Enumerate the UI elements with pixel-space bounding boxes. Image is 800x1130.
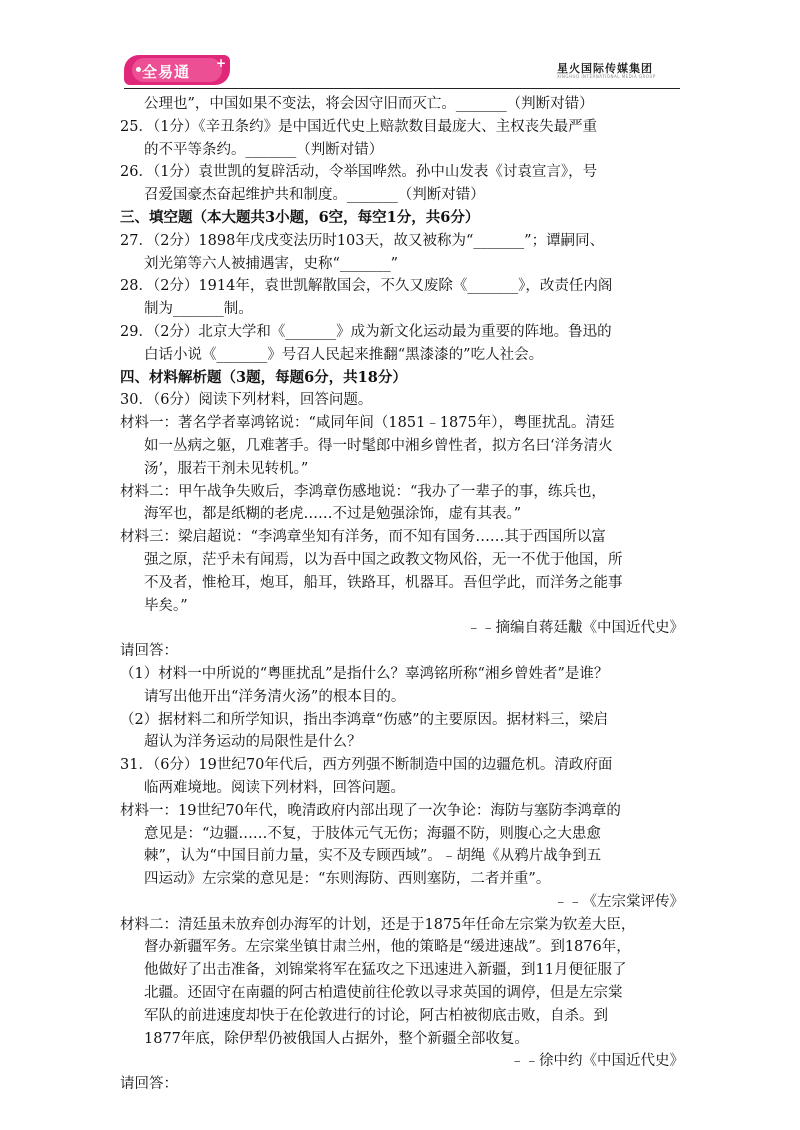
text-line: 军队的前进速度却快于在伦敦进行的讨论，阿古柏被彻底击败，自杀。到: [144, 1007, 608, 1024]
text-line: 他做好了出击准备，刘锦棠将军在猛攻之下迅速进入新疆，到11月便征服了: [144, 962, 627, 979]
text-line: 31．（6分）19世纪70年代后，西方列强不断制造中国的边疆危机。清政府面: [120, 757, 613, 774]
text-line: 临两难境地。阅读下列材料，回答问题。: [144, 779, 405, 796]
page-header: [0, 0, 800, 95]
logo-dot-icon: [136, 67, 141, 72]
publisher-name: 星火国际传媒集团: [557, 62, 653, 75]
logo-plus-icon: +: [216, 56, 227, 70]
text-line: 的不平等条约。_______（判断对错）: [144, 141, 384, 158]
text-line: 材料一：著名学者辜鸿铭说：“咸同年间（1851﹣1875年），粤匪扰乱。清廷: [120, 415, 615, 432]
text-line: 四运动》左宗棠的意见是：“东则海防、西则塞防，二者并重”。: [144, 871, 551, 888]
text-line: 材料二：甲午战争失败后，李鸿章伤感地说：“我办了一辈子的事，练兵也，: [120, 483, 606, 500]
header-divider: [124, 88, 680, 89]
text-line: 30．（6分）阅读下列材料，回答问题。: [120, 392, 373, 409]
publisher-subtitle: XINGHUO INTERNATIONAL MEDIA GROUP: [557, 74, 656, 79]
text-line: （1）材料一中所说的“粤匪扰乱”是指什么？辜鸿铭所称“湘乡曾姓者”是谁？: [120, 665, 609, 682]
text-line: 意见是：“边疆……不复，于肢体元气无伤；海疆不防，则腹心之大患愈: [144, 825, 601, 842]
text-line: 汤’，服若干剂未见转机。”: [144, 460, 309, 477]
text-line: 强之原，茫乎未有闻焉，以为吾中国之政教文物风俗，无一不优于他国，所: [144, 551, 623, 568]
text-line: ﹣﹣《左宗棠评传》: [553, 893, 684, 910]
text-line: 26．（1分）袁世凯的复辟活动，令举国哗然。孙中山发表《讨袁宣言》，号: [120, 164, 598, 181]
text-line: 北疆。还固守在南疆的阿古柏遣使前往伦敦以寻求英国的调停，但是左宗棠: [144, 985, 623, 1002]
text-line: 制为_______制。: [144, 301, 253, 318]
text-line: 1877年底，除伊犁仍被俄国人占据外，整个新疆全部收复。: [144, 1030, 529, 1047]
text-line: 25．（1分）《辛丑条约》是中国近代史上赔款数目最庞大、主权丧失最严重: [120, 118, 598, 135]
text-line: 棘”，认为“中国目前力量，实不及专顾西域”。﹣胡绳《从鸦片战争到五: [144, 848, 602, 865]
text-line: 27．（2分）1898年戊戌变法历时103天，故又被称为“_______”；谭嗣同、: [120, 232, 605, 249]
text-line: 毕矣。”: [144, 597, 188, 614]
text-line: 请写出他开出“洋务清火汤”的根本目的。: [144, 688, 406, 705]
text-line: 白话小说《_______》号召人民起来推翻“黑漆漆的”吃人社会。: [144, 346, 544, 363]
section-heading: 三、填空题（本大题共3小题，6空，每空1分，共6分）: [120, 208, 480, 226]
text-line: 请回答：: [120, 1076, 178, 1093]
section-heading: 四、材料解析题（3题，每题6分，共18分）: [120, 368, 407, 386]
text-line: 召爱国豪杰奋起维护共和制度。_______（判断对错）: [144, 187, 485, 204]
text-line: ﹣﹣摘编自蒋廷黻《中国近代史》: [466, 620, 684, 637]
logo-text: 全易通: [142, 63, 191, 81]
exam-content: [120, 93, 690, 1096]
text-line: ﹣﹣徐中约《中国近代史》: [510, 1053, 684, 1070]
text-line: （2）据材料二和所学知识，指出李鸿章“伤感”的主要原因。据材料三，梁启: [120, 711, 609, 728]
brand-logo: [124, 55, 230, 85]
text-line: 督办新疆军务。左宗棠坐镇甘肃兰州，他的策略是“缓进速战”。到1876年，: [144, 939, 631, 956]
text-line: 如一丛病之躯，几难著手。得一时髦郎中湘乡曾性者，拟方名曰‘洋务清火: [144, 437, 613, 454]
text-line: 公理也”，中国如果不变法，将会因守旧而灭亡。_______（判断对错）: [144, 96, 594, 112]
text-line: 材料三：梁启超说：“李鸿章坐知有洋务，而不知有国务……其于西国所以富: [120, 529, 606, 546]
text-line: 材料一：19世纪70年代，晚清政府内部出现了一次争论：海防与塞防李鸿章的: [120, 802, 621, 819]
text-line: 28．（2分）1914年，袁世凯解散国会，不久又废除《_______》，改责任内阁: [120, 278, 613, 295]
text-line: 刘光第等六人被捕遇害，史称“_______”: [144, 255, 399, 272]
text-line: 29．（2分）北京大学和《_______》成为新文化运动最为重要的阵地。鲁迅的: [120, 323, 612, 340]
text-line: 请回答：: [120, 643, 178, 660]
text-line: 超认为洋务运动的局限性是什么？: [144, 734, 362, 751]
text-line: 海军也，都是纸糊的老虎……不过是勉强涂饰，虚有其表。”: [144, 506, 522, 523]
text-line: 不及者，惟枪耳，炮耳，船耳，铁路耳，机器耳。吾但学此，而洋务之能事: [144, 574, 623, 591]
text-line: 材料二：清廷虽未放弃创办海军的计划，还是于1875年任命左宗棠为钦差大臣，: [120, 916, 636, 933]
